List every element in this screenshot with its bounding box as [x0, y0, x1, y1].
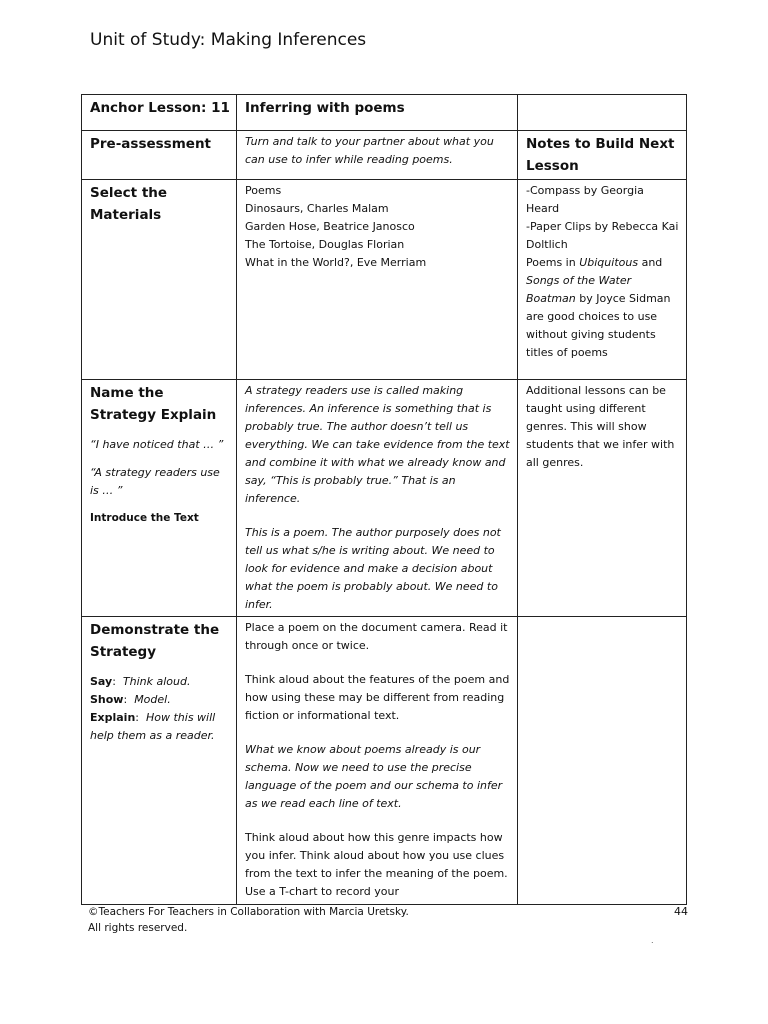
notes-text: and — [638, 256, 663, 269]
rights-line: All rights reserved. — [88, 922, 188, 934]
copyright-line: ©Teachers For Teachers in Collaboration with Marcia Uretsky. — [88, 906, 409, 918]
say-text: Think aloud. — [122, 675, 191, 688]
notes-header: Notes to Build Next Lesson — [526, 136, 675, 174]
row-notes — [518, 380, 687, 617]
materials-line: The Tortoise, Douglas Florian — [245, 238, 405, 251]
pre-assessment-text: Turn and talk to your partner about what you can use to infer while reading poems. — [245, 135, 494, 166]
materials-line: What in the World?, Eve Merriam — [245, 256, 427, 269]
demo-step: Think aloud about how this genre impacts how you infer. Think aloud about how you use clues from the text to infer the meaning of the poem. Use a T-chart to record your — [245, 831, 508, 898]
row-notes — [518, 180, 687, 380]
lesson-table — [81, 94, 687, 905]
page-footer — [88, 904, 688, 936]
show-text: Model. — [134, 693, 171, 706]
pre-assessment-label: Pre-assessment — [90, 136, 212, 152]
row-content — [237, 617, 518, 905]
book-title: Ubiquitous — [579, 256, 639, 269]
demo-step: Place a poem on the document camera. Read it through once or twice. — [245, 621, 508, 652]
row-label — [82, 180, 237, 380]
text-introduction: This is a poem. The author purposely does not tell us what s/he is writing about. We need to look for evidence and make a decision about what the poem is probably about. We need to infer. — [245, 526, 501, 611]
table-row — [82, 180, 687, 380]
table-row — [82, 617, 687, 905]
materials-line: Garden Hose, Beatrice Janosco — [245, 220, 415, 233]
row-content — [237, 95, 518, 131]
row-label — [82, 95, 237, 131]
row-label — [82, 617, 237, 905]
page-number: 44 — [674, 905, 688, 918]
materials-line: Dinosaurs, Charles Malam — [245, 202, 389, 215]
name-strategy-label: Name the Strategy Explain — [90, 385, 217, 423]
table-row — [82, 380, 687, 617]
show-line: Show: Model. — [90, 693, 171, 706]
stray-mark: . — [651, 936, 654, 945]
row-label — [82, 131, 237, 180]
notes-line: -Compass by Georgia Heard — [526, 184, 644, 215]
demo-step: What we know about poems already is our schema. Now we need to use the precise language of the poem and our schema to infer as we read each line of text. — [245, 743, 503, 810]
notes-line: -Paper Clips by Rebecca Kai Doltlich — [526, 220, 679, 251]
book-title: Songs of the Water Boatman — [526, 274, 632, 305]
introduce-text-label: Introduce the Text — [90, 512, 199, 524]
sentence-starter: “A strategy readers use is … ” — [90, 466, 220, 497]
explain-text: How this will help them as a reader. — [90, 711, 216, 742]
demo-step: Think aloud about the features of the poem and how using these may be different from reading fiction or informational text. — [245, 673, 510, 722]
explain-label: Explain — [90, 711, 136, 724]
sentence-starter: “I have noticed that … ” — [90, 438, 224, 451]
page-title: Unit of Study: Making Inferences — [90, 30, 367, 50]
notes-text: Poems in — [526, 256, 580, 269]
notes-additional-lessons: Additional lessons can be taught using different genres. This will show students that we infer with all genres. — [526, 384, 675, 469]
table-row — [82, 131, 687, 180]
materials-line: Poems — [245, 184, 282, 197]
table-row — [82, 95, 687, 131]
notes-line — [526, 254, 680, 362]
row-notes — [518, 131, 687, 180]
select-materials-label: Select the Materials — [90, 185, 168, 223]
strategy-explanation: A strategy readers use is called making inferences. An inference is something that is probably true. The author doesn’t tell us everything. We can take evidence from the text and combine it with what we already know and say, “This is probably true.” That is an inference. — [245, 384, 510, 505]
row-content — [237, 180, 518, 380]
row-notes — [518, 95, 687, 131]
row-content — [237, 380, 518, 617]
explain-line: Explain: How this will help them as a reader. — [90, 711, 216, 742]
say-line: Say: Think aloud. — [90, 675, 191, 688]
row-content — [237, 131, 518, 180]
lesson-topic: Inferring with poems — [245, 100, 405, 116]
show-label: Show — [90, 693, 124, 706]
notes-text: by Joyce Sidman are good choices to use without giving students titles of poems — [526, 292, 671, 359]
demonstrate-strategy-label: Demonstrate the Strategy — [90, 622, 220, 660]
row-label — [82, 380, 237, 617]
anchor-lesson-label: Anchor Lesson: 11 — [90, 100, 230, 116]
say-label: Say — [90, 675, 113, 688]
row-notes — [518, 617, 687, 905]
